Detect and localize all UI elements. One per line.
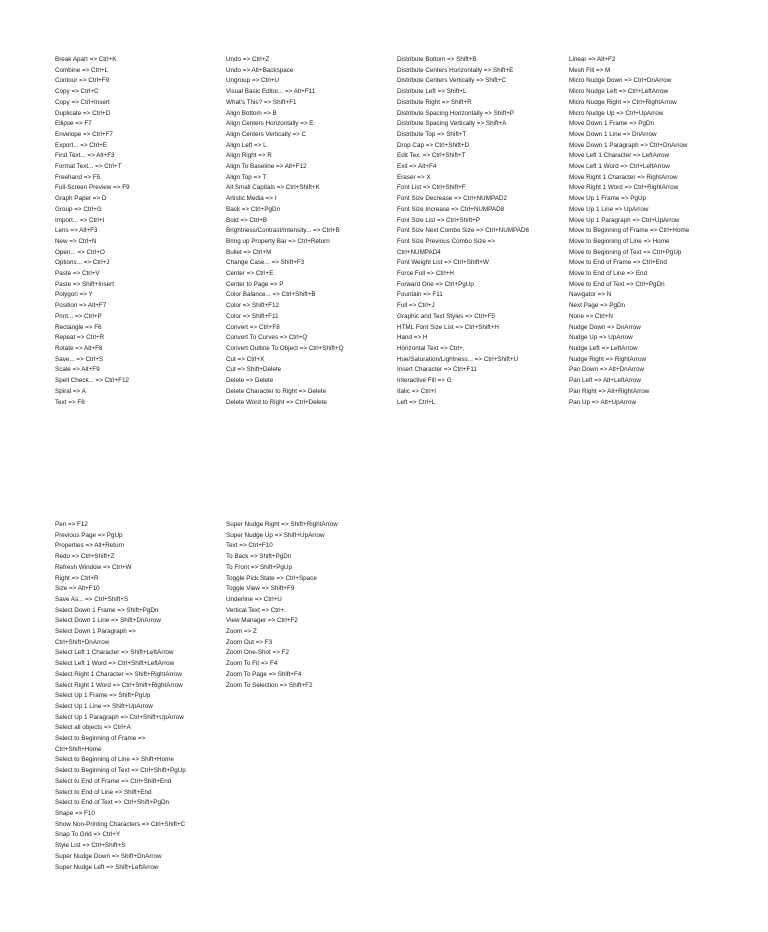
shortcut-entry: Cut => Ctrl+X	[226, 355, 265, 363]
shortcut-entry: All Small Capitals => Ctrl+Shift+K	[226, 184, 320, 192]
shortcut-entry: Pan Left => Alt+LeftArrow	[569, 377, 641, 385]
shortcut-entry: Font Size Increase => Ctrl+NUMPAD8	[397, 205, 505, 213]
shortcut-entry: Fountain => F11	[397, 291, 443, 299]
shortcut-entry: Move Up 1 Frame => PgUp	[569, 195, 646, 203]
shortcut-entry: Super Nudge Up => Shift+UpArrow	[226, 531, 325, 539]
shortcut-column-4	[569, 55, 737, 408]
shortcut-entry: Save... => Ctrl+S	[55, 355, 104, 363]
shortcut-entry: Color => Shift+F12	[226, 302, 280, 310]
shortcut-entry: Align Right => R	[226, 152, 272, 160]
shortcut-entry: Refresh Window => Ctrl+W	[55, 563, 132, 571]
shortcut-entry: Select to Beginning of Frame =>	[55, 735, 146, 743]
shortcut-entry: Shape => F10	[55, 809, 95, 817]
shortcut-entry: Move to Beginning of Line => Home	[569, 237, 670, 245]
shortcut-entry: To Front => Shift+PgUp	[226, 563, 292, 571]
shortcut-entry: Spiral => A	[55, 387, 86, 395]
shortcut-entry: Align To Baseline => Alt+F12	[226, 163, 307, 171]
shortcut-entry: Print... => Ctrl+P	[55, 312, 102, 320]
shortcut-entry: Rotate => Alt+F8	[55, 344, 103, 352]
shortcut-entry: Text => F8	[55, 398, 85, 406]
shortcut-entry: Export... => Ctrl+E	[55, 141, 107, 149]
shortcut-entry: Undo => Ctrl+Z	[226, 56, 270, 63]
shortcut-entry: Edit Tex. => Ctrl+Shift+T	[397, 152, 466, 160]
shortcut-column-1	[55, 55, 223, 408]
shortcut-entry: Micro Nudge Down => Ctrl+DnArrow	[569, 77, 672, 85]
shortcut-entry: Select to End of Frame => Ctrl+Shift+End	[55, 777, 172, 785]
shortcut-entry: View Manager => Ctrl+F2	[226, 617, 298, 625]
shortcut-column-6	[226, 520, 394, 691]
shortcut-entry: Underline => Ctrl+U	[226, 595, 282, 603]
shortcut-entry: Move Right 1 Character => RightArrow	[569, 173, 678, 181]
shortcut-entry: Select all objects => Ctrl+A	[55, 724, 131, 732]
shortcut-entry: Font List => Ctrl+Shift+F	[397, 184, 466, 192]
shortcut-entry: Nudge Left => LeftArrow	[569, 344, 638, 352]
shortcut-entry: Select Left 1 Word => Ctrl+Shift+LeftArrow	[55, 660, 175, 668]
shortcut-entry: Ctrl+Shift+Home	[55, 745, 102, 753]
shortcut-entry: Move Right 1 Word => Ctrl+RightArrow	[569, 184, 679, 192]
shortcut-entry: Move to Beginning of Text => Ctrl+PgUp	[569, 248, 682, 256]
shortcut-entry: Pen => F12	[55, 521, 88, 528]
shortcut-entry: Style List => Ctrl+Shift+S	[55, 842, 126, 850]
shortcut-entry: Group => Ctrl+G	[55, 205, 102, 213]
shortcut-entry: Bring up Property Bar => Ctrl+Return	[226, 237, 330, 245]
shortcut-entry: Horizontal Text => Ctrl+,	[397, 344, 465, 352]
shortcut-entry: Micro Nudge Left => Ctrl+LeftArrow	[569, 88, 669, 96]
shortcut-entry: Change Case... => Shift+F3	[226, 259, 305, 267]
shortcut-entry: Undo => Alt+Backspace	[226, 66, 294, 74]
shortcut-entry: Font Size List => Ctrl+Shift+P	[397, 216, 480, 224]
shortcut-entry: Redo => Ctrl+Shift+Z	[55, 553, 115, 561]
shortcut-entry: Paste => Ctrl+V	[55, 270, 100, 278]
shortcut-entry: Zoom Out => F3	[226, 638, 273, 646]
shortcut-entry: Select Down 1 Line => Shift+DnArrow	[55, 617, 161, 625]
shortcut-entry: Super Nudge Left => Shift+LeftArrow	[55, 863, 159, 871]
shortcut-entry: Move to Beginning of Frame => Ctrl+Home	[569, 227, 690, 235]
shortcut-entry: Nudge Right => RightArrow	[569, 355, 647, 363]
shortcut-entry: Distribute Centers Vertically => Shift+C	[397, 77, 507, 85]
shortcut-entry: Move Up 1 Line => UpArrow	[569, 205, 649, 213]
shortcut-entry: Zoom To Page => Shift+F4	[226, 670, 302, 678]
shortcut-entry: Hue/Saturation/Lightness... => Ctrl+Shift+U	[397, 355, 519, 363]
shortcut-entry: Bold => Ctrl+B	[226, 216, 268, 224]
shortcut-entry: Visual Basic Editor... => Alt+F11	[226, 88, 316, 96]
shortcut-entry: Copy => Ctrl+C	[55, 88, 99, 96]
shortcut-entry: Move Down 1 Paragraph => Ctrl+DnArrow	[569, 141, 688, 149]
shortcut-entry: What's This? => Shift+F1	[226, 98, 297, 106]
shortcut-entry: Right => Ctrl+R	[55, 574, 99, 582]
shortcut-entry: Rectangle => F6	[55, 323, 102, 331]
shortcut-entry: Align Bottom => B	[226, 109, 277, 117]
shortcut-entry: Graphic and Text Styles => Ctrl+F5	[397, 312, 496, 320]
shortcut-entry: Toggle Pick State => Ctrl+Space	[226, 574, 317, 582]
shortcut-entry: Delete Word to Right => Ctrl+Delete	[226, 398, 327, 406]
shortcut-entry: HTML Font Size List => Ctrl+Shift+H	[397, 323, 499, 331]
shortcut-entry: Repeat => Ctrl+R	[55, 334, 105, 342]
shortcut-entry: Font Size Decrease => Ctrl+NUMPAD2	[397, 195, 507, 203]
shortcut-entry: Convert To Curves => Ctrl+Q	[226, 334, 308, 342]
shortcut-entry: Micro Nudge Up => Ctrl+UpArrow	[569, 109, 664, 117]
shortcut-entry: Copy => Ctrl+Insert	[55, 98, 110, 106]
shortcut-column-3	[397, 55, 565, 408]
shortcut-entry: Select Up 1 Frame => Shift+PgUp	[55, 692, 151, 700]
shortcut-entry: Pan Right => Alt+RightArrow	[569, 387, 650, 395]
shortcut-entry: Import... => Ctrl+I	[55, 216, 105, 224]
shortcut-entry: Ctrl+NUMPAD4	[397, 248, 441, 256]
shortcut-entry: Ellipse => F7	[55, 120, 92, 128]
shortcut-entry: Drop Cap => Ctrl+Shift+D	[397, 141, 470, 149]
shortcut-column-2	[226, 55, 394, 408]
shortcut-entry: Delete => Delete	[226, 377, 274, 385]
shortcut-entry: Font Size Previous Combo Size =>	[397, 237, 495, 245]
shortcut-entry: Scale => Alt+F9	[55, 366, 100, 374]
shortcut-entry: Select Right 1 Word => Ctrl+Shift+RightArrow	[55, 681, 183, 689]
shortcut-entry: Snap To Grid => Ctrl+Y	[55, 831, 121, 839]
shortcut-entry: Distribute Right => Shift+R	[397, 98, 472, 106]
shortcut-entry: Contour => Ctrl+F9	[55, 77, 110, 85]
shortcut-entry: Zoom To Fit => F4	[226, 660, 278, 668]
shortcut-entry: Save As... => Ctrl+Shift+S	[55, 595, 129, 603]
shortcut-entry: Properties => Alt+Return	[55, 542, 125, 550]
shortcut-entry: Move Left 1 Word => Ctrl+LeftArrow	[569, 163, 670, 171]
shortcut-entry: Move Up 1 Paragraph => Ctrl+UpArrow	[569, 216, 680, 224]
shortcut-entry: Paste => Shift+Insert	[55, 280, 114, 288]
shortcut-entry: Break Apart => Ctrl+K	[55, 56, 117, 63]
shortcut-entry: Zoom One-Shot => F2	[226, 649, 289, 657]
shortcut-entry: Back => Ctrl+PgDn	[226, 205, 281, 213]
shortcut-entry: Convert => Ctrl+F8	[226, 323, 280, 331]
shortcut-column-5	[55, 520, 223, 873]
shortcut-entry: Nudge Down => DnArrow	[569, 323, 641, 331]
shortcut-entry: Show Non-Printing Characters => Ctrl+Shift+C	[55, 820, 186, 828]
shortcut-entry: Lens => Alt+F3	[55, 227, 98, 235]
shortcut-entry: Distribute Spacing Horizontally => Shift+P	[397, 109, 515, 117]
shortcut-entry: Font Size Next Combo Size => Ctrl+NUMPAD6	[397, 227, 529, 235]
shortcut-entry: None => Ctrl+N	[569, 312, 613, 320]
shortcut-entry: Super Nudge Down => Shift+DnArrow	[55, 852, 162, 860]
shortcut-entry: Ungroup => Ctrl+U	[226, 77, 280, 85]
shortcut-entry: Next Page => PgDn	[569, 302, 626, 310]
shortcut-entry: Center => Ctrl+E	[226, 270, 274, 278]
shortcut-entry: Pan Down => Alt+DnArrow	[569, 366, 645, 374]
shortcut-entry: Polygon => Y	[55, 291, 93, 299]
shortcut-entry: Distribute Spacing Vertically => Shift+A	[397, 120, 507, 128]
shortcut-entry: Graph Paper => D	[55, 195, 107, 203]
shortcut-entry: Move Down 1 Frame => PgDn	[569, 120, 655, 128]
shortcut-entry: Force Full => Ctrl+H	[397, 270, 454, 278]
shortcut-entry: Cut => Shift+Delete	[226, 366, 282, 374]
shortcut-entry: Nudge Up => UpArrow	[569, 334, 633, 342]
shortcut-entry: Previous Page => PgUp	[55, 531, 123, 539]
shortcut-entry: Delete Character to Right => Delete	[226, 387, 327, 395]
shortcut-entry: Distribute Top => Shift+T	[397, 130, 467, 138]
shortcut-entry: Distribute Left => Shift+L	[397, 88, 467, 96]
shortcut-entry: Insert Character => Ctrl+F11	[397, 366, 477, 374]
shortcut-entry: Select to Beginning of Line => Shift+Home	[55, 756, 174, 764]
shortcut-entry: Position => Alt+F7	[55, 302, 107, 310]
shortcut-entry: Color => Shift+F11	[226, 312, 279, 320]
shortcut-entry: Select Up 1 Paragraph => Ctrl+Shift+UpArrow	[55, 713, 184, 721]
shortcut-entry: Interactive Fill => G	[397, 377, 452, 385]
shortcut-entry: Distribute Centers Horizontally => Shift+E	[397, 66, 514, 74]
shortcut-entry: To Back => Shift+PgDn	[226, 553, 292, 561]
shortcut-entry: Zoom => Z	[226, 628, 257, 636]
shortcut-entry: Align Left => L	[226, 141, 267, 149]
shortcut-entry: Super Nudge Right => Shift+RightArrow	[226, 521, 338, 528]
shortcut-entry: Open... => Ctrl+O	[55, 248, 105, 256]
shortcut-entry: Select to End of Line => Shift+End	[55, 788, 152, 796]
shortcut-entry: Zoom To Selection => Shift+F2	[226, 681, 313, 689]
shortcut-entry: Pan Up => Alt+UpArrow	[569, 398, 637, 406]
shortcut-entry: Distribute Bottom => Shift+B	[397, 56, 477, 63]
shortcut-entry: Move to End of Line => End	[569, 270, 648, 278]
shortcut-entry: Brightness/Contrast/Intensity... => Ctrl+B	[226, 227, 340, 235]
shortcut-entry: Options... => Ctrl+J	[55, 259, 110, 267]
shortcut-entry: Left => Ctrl+L	[397, 398, 436, 406]
shortcut-entry: Align Top => T	[226, 173, 267, 181]
shortcut-entry: Select to End of Text => Ctrl+Shift+PgDn	[55, 799, 169, 807]
shortcut-entry: New => Ctrl+N	[55, 237, 97, 245]
shortcut-entry: Linear => Alt+F2	[569, 56, 616, 63]
shortcut-entry: Navigator => N	[569, 291, 612, 299]
shortcut-entry: Hand => H	[397, 334, 428, 342]
shortcut-entry: Artistic Media => I	[226, 195, 277, 203]
shortcut-entry: Mesh Fill => M	[569, 66, 611, 74]
shortcut-entry: Select Down 1 Frame => Shift+PgDn	[55, 606, 159, 614]
shortcut-entry: Format Text... => Ctrl+T	[55, 163, 122, 171]
shortcut-entry: Font Weight List => Ctrl+Shift+W	[397, 259, 489, 267]
shortcut-entry: Select Up 1 Line => Shift+UpArrow	[55, 702, 153, 710]
shortcut-entry: Select Down 1 Paragraph =>	[55, 628, 136, 636]
shortcut-entry: Full => Ctrl+J	[397, 302, 435, 310]
shortcut-entry: Move to End of Frame => Ctrl+End	[569, 259, 667, 267]
shortcut-entry: Move Left 1 Character => LeftArrow	[569, 152, 670, 160]
shortcut-entry: Text => Ctrl+F10	[226, 542, 273, 550]
shortcut-entry: Envelope => Ctrl+F7	[55, 130, 113, 138]
shortcut-entry: Toggle View => Shift+F9	[226, 585, 295, 593]
shortcut-entry: Select Left 1 Character => Shift+LeftArrow	[55, 649, 174, 657]
shortcut-entry: Italic => Ctrl+I	[397, 387, 437, 395]
shortcut-entry: Select to Beginning of Text => Ctrl+Shift+PgUp	[55, 767, 186, 775]
shortcut-entry: Exit => Alt+F4	[397, 163, 437, 171]
shortcut-entry: Center to Page => P	[226, 280, 284, 288]
shortcut-entry: Eraser => X	[397, 173, 431, 181]
shortcut-entry: Align Centers Vertically => C	[226, 130, 307, 138]
shortcut-entry: Move to End of Text => Ctrl+PgDn	[569, 280, 665, 288]
shortcut-entry: Size => Alt+F10	[55, 585, 100, 593]
shortcut-entry: Select Right 1 Character => Shift+RightArrow	[55, 670, 182, 678]
shortcut-entry: Convert Outline To Object => Ctrl+Shift+Q	[226, 344, 344, 352]
shortcut-entry: Bullet => Ctrl+M	[226, 248, 272, 256]
shortcut-entry: Color Balance... => Ctrl+Shift+B	[226, 291, 316, 299]
shortcut-entry: Vertical Text => Ctrl+.	[226, 606, 286, 614]
shortcut-entry: Move Down 1 Line => DnArrow	[569, 130, 657, 138]
shortcut-entry: Duplicate => Ctrl+D	[55, 109, 111, 117]
shortcut-entry: Ctrl+Shift+DnArrow	[55, 638, 110, 646]
shortcut-entry: Align Centers Horizontally => E	[226, 120, 314, 128]
shortcut-entry: Full-Screen Preview => F9	[55, 184, 130, 192]
shortcut-entry: Find Text... => Alt+F3	[55, 152, 115, 160]
shortcut-entry: Micro Nudge Right => Ctrl+RightArrow	[569, 98, 677, 106]
shortcut-entry: Freehand => F5	[55, 173, 101, 181]
shortcut-entry: Spell Check... => Ctrl+F12	[55, 377, 130, 385]
shortcut-entry: Combine => Ctrl+L	[55, 66, 109, 74]
shortcut-entry: Forward One => Ctrl+PgUp	[397, 280, 474, 288]
